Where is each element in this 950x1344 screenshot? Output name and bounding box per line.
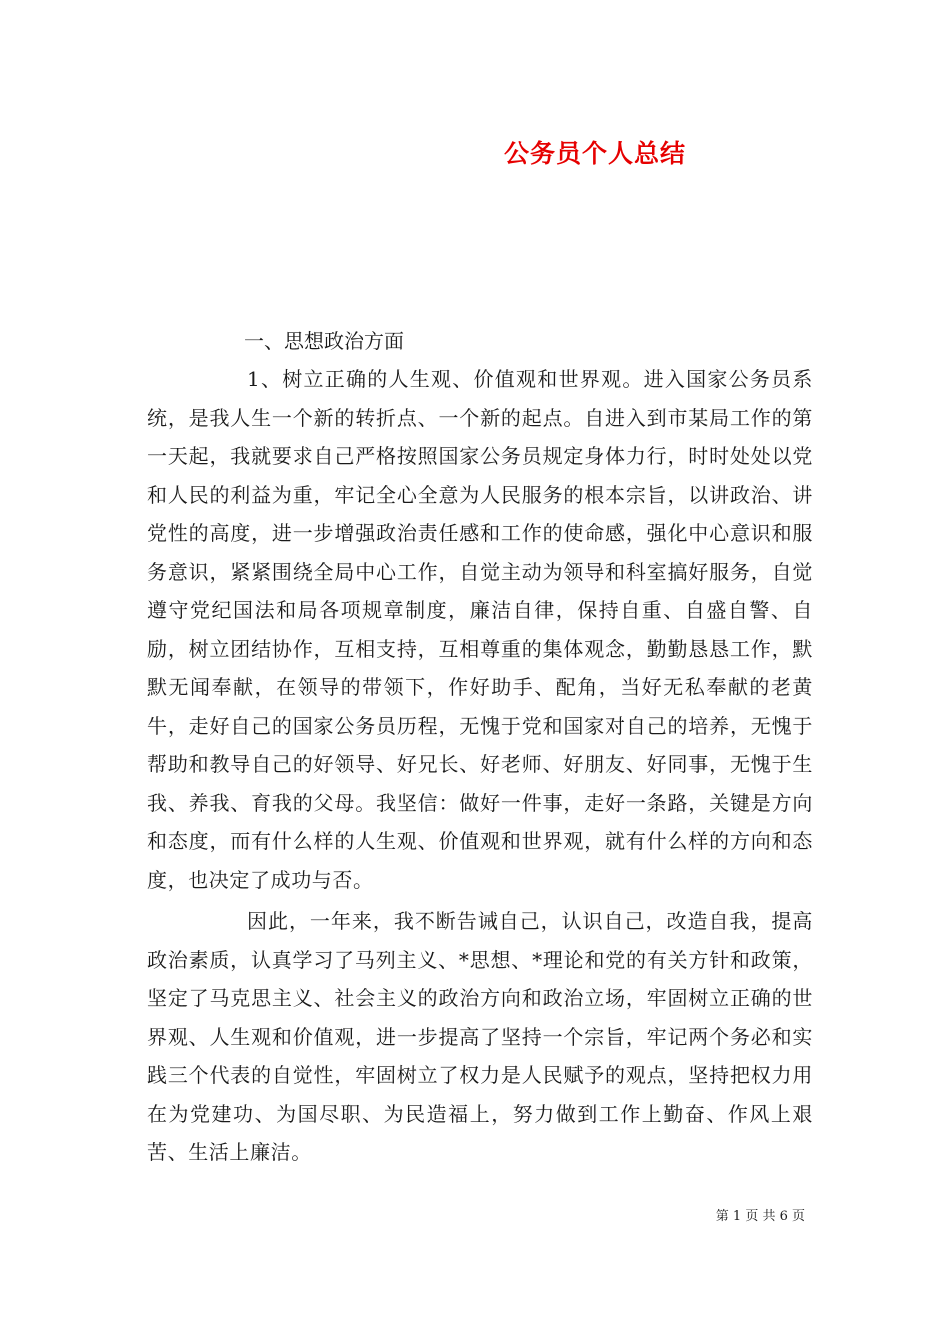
page-footer: 第 1 页 共 6 页 xyxy=(715,1209,805,1224)
document-body xyxy=(147,360,813,1175)
section-heading: 一、思想政治方面 xyxy=(244,329,404,353)
paragraph: 1、树立正确的人生观、价值观和世界观。进入国家公务员系统，是我人生一个新的转折点、一个新的起点。自进入到市某局工作的第一天起，我就要求自己严格按照国家公务员规定身体力行，时时处处以党和人民的利益为重，牢记全心全意为人民服务的根本宗旨，以讲政治、讲党性的高度，进一步增强政治责任感和工作的使命感，强化中心意识和服务意识，紧紧围绕全局中心工作，自觉主动为领导和科室搞好服务，自觉遵守党纪国法和局各项规章制度，廉洁自律，保持自重、自盛自警、自励，树立团结协作，互相支持，互相尊重的集体观念，勤勤恳恳工作，默默无闻奉献，在领导的带领下，作好助手、配角，当好无私奉献的老黄牛，走好自己的国家公务员历程，无愧于党和国家对自己的培养，无愧于帮助和教导自己的好领导、好兄长、好老师、好朋友、好同事，无愧于生我、养我、育我的父母。我坚信：做好一件事，走好一条路，关键是方向和态度，而有什么样的人生观、价值观和世界观，就有什么样的方向和态度，也决定了成功与否。 xyxy=(147,367,813,892)
document-title: 公务员个人总结 xyxy=(503,139,686,168)
paragraph: 因此，一年来，我不断告诫自己，认识自己，改造自我，提高政治素质，认真学习了马列主义、*思想、*理论和党的有关方针和政策，坚定了马克思主义、社会主义的政治方向和政治立场，牢固树立正确的世界观、人生观和价值观，进一步提高了坚持一个宗旨，牢记两个务必和实践三个代表的自觉性，牢固树立了权力是人民赋予的观点，坚持把权力用在为党建功、为国尽职、为民造福上，努力做到工作上勤奋、作风上艰苦、生活上廉洁。 xyxy=(147,909,813,1164)
